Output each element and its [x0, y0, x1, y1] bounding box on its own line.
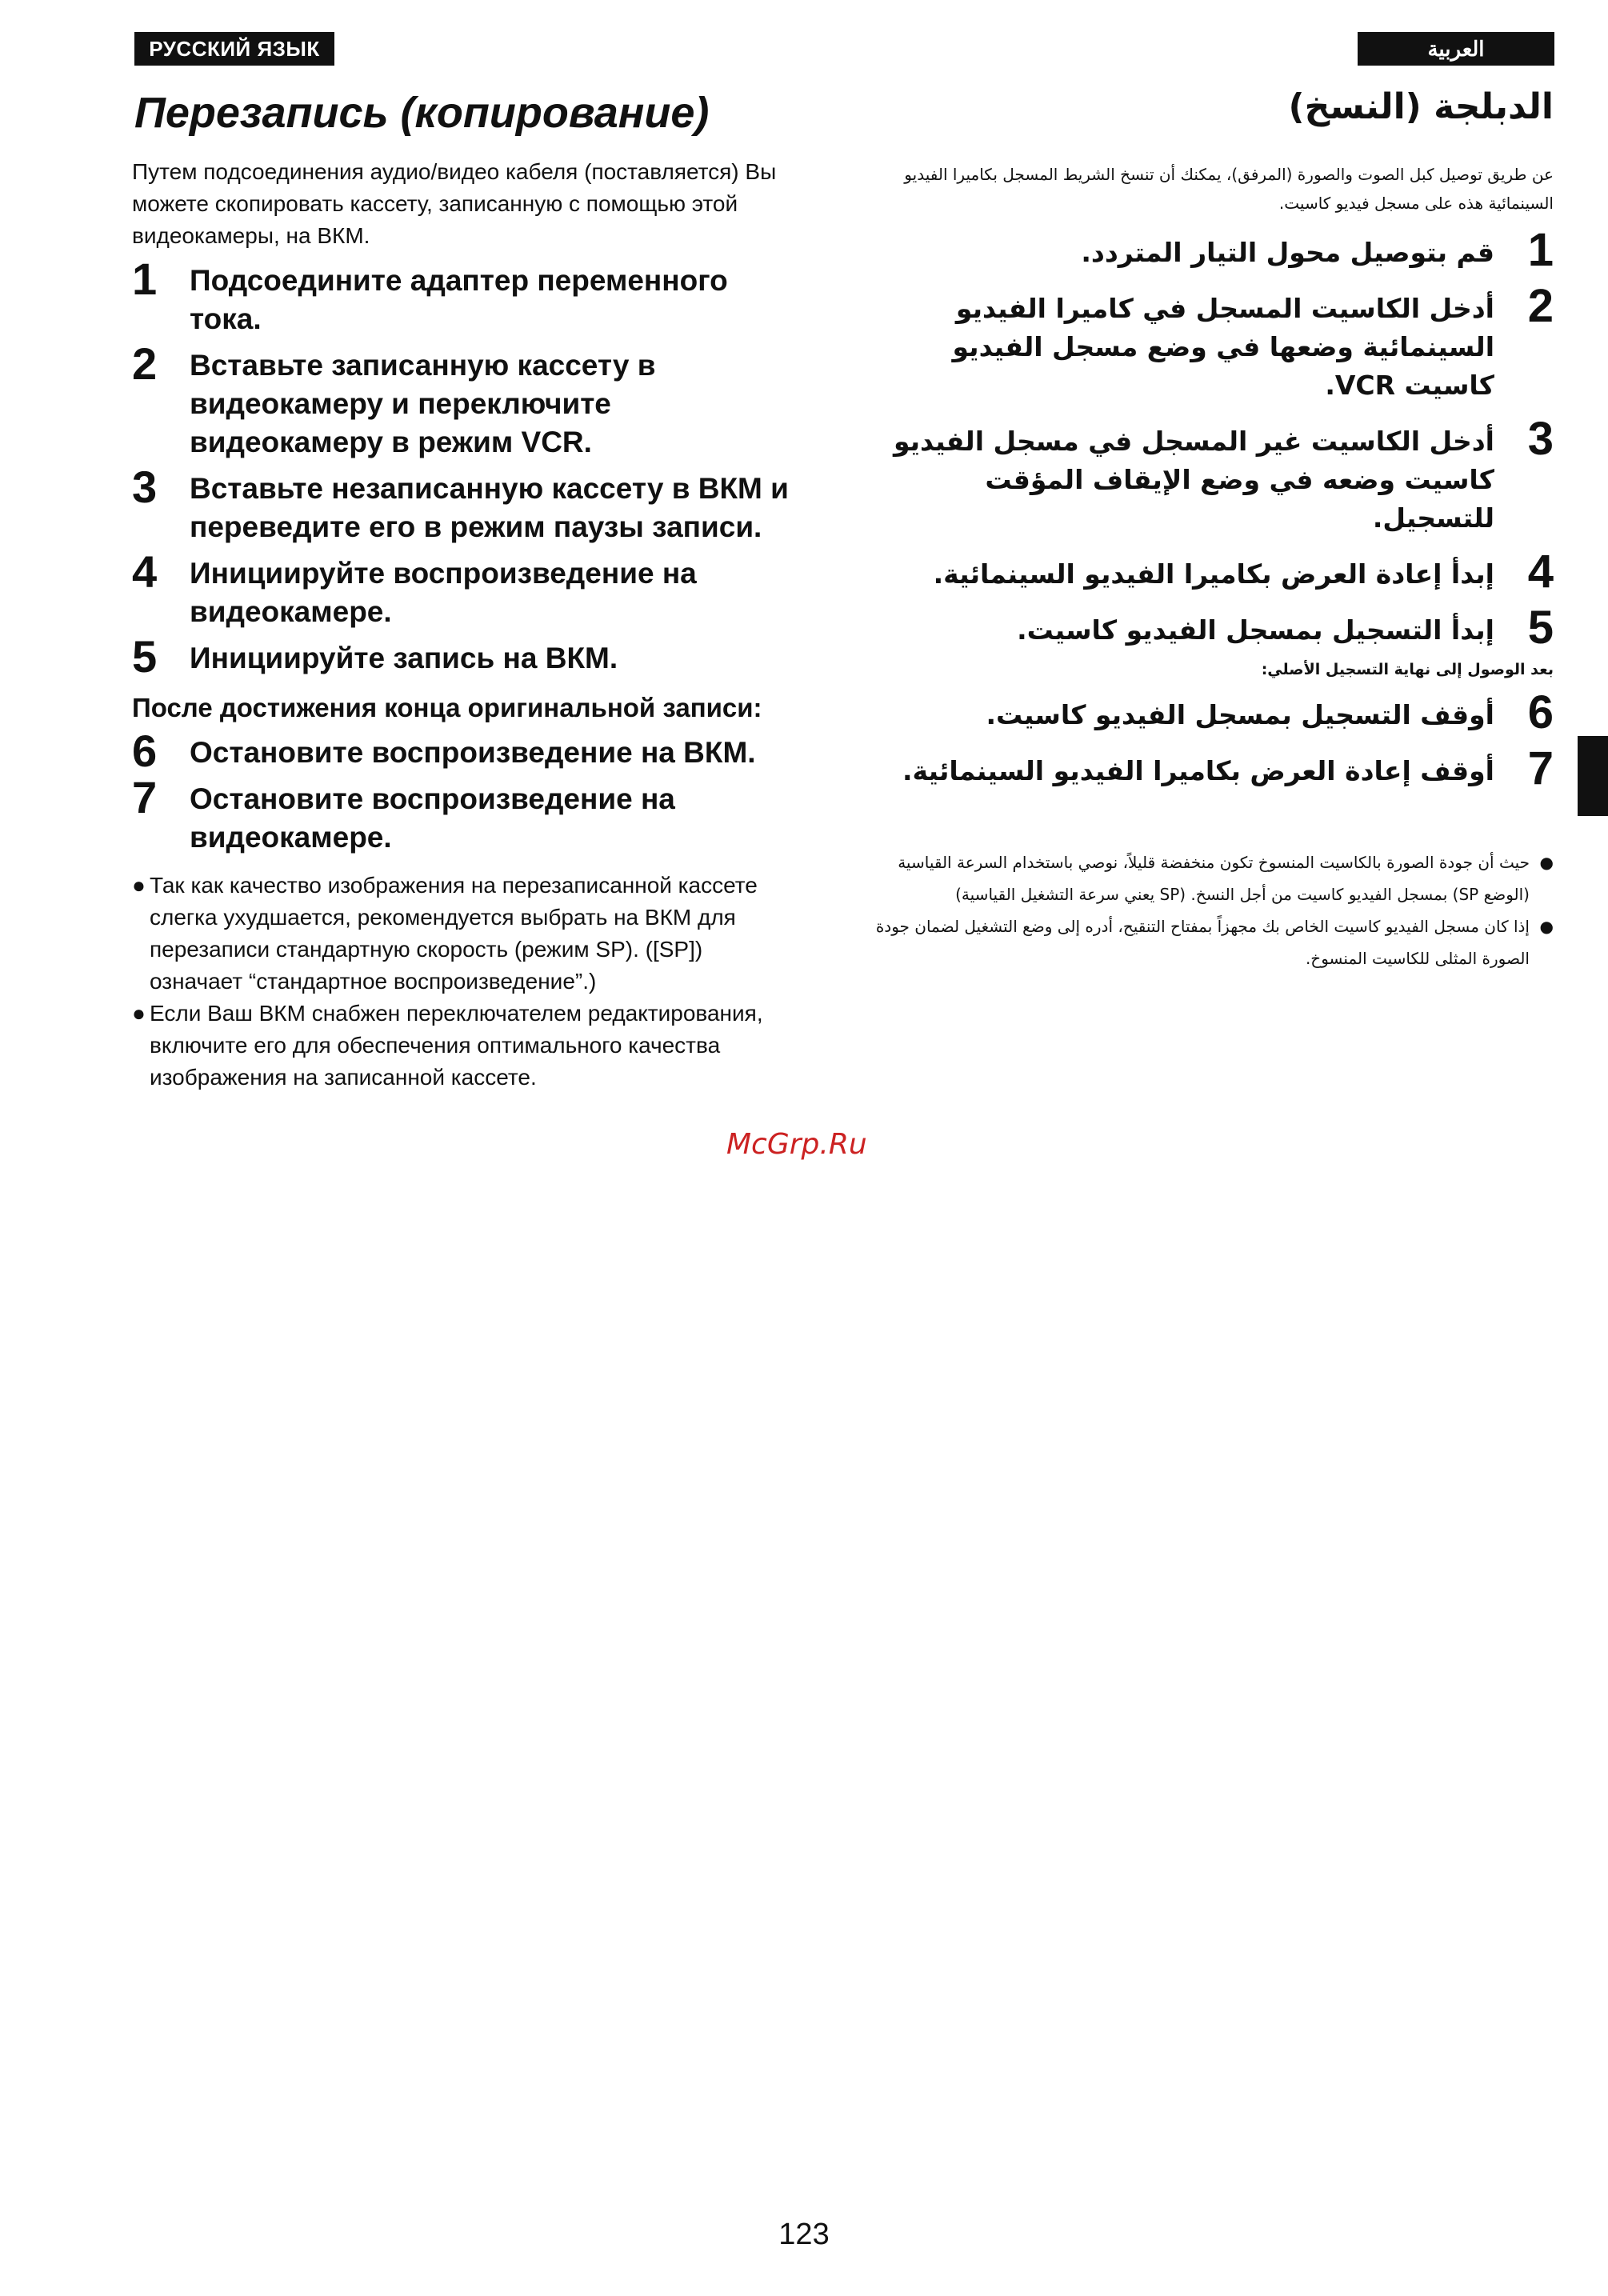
- ru-step-5: [132, 631, 796, 682]
- step-number: 4: [1527, 546, 1554, 598]
- step-number: 2: [1527, 280, 1554, 332]
- arabic-column: [866, 160, 1554, 974]
- bullet-icon: ●: [1539, 917, 1554, 936]
- russian-notes: [132, 870, 796, 1094]
- step-text: أوقف إعادة العرض بكاميرا الفيديو السينمائية.: [902, 755, 1494, 786]
- step-number: 4: [132, 546, 158, 597]
- step-text: Инициируйте воспроизведение на видеокамере.: [190, 557, 697, 628]
- note-item: [866, 846, 1554, 910]
- step-text: Подсоедините адаптер переменного тока.: [190, 264, 728, 335]
- note-item: [866, 910, 1554, 974]
- bullet-icon: ●: [1539, 853, 1554, 872]
- russian-subheading: После достижения конца оригинальной записи:: [132, 693, 762, 722]
- step-number: 6: [1527, 686, 1554, 738]
- ru-step-7: [132, 772, 796, 857]
- note-item: [132, 998, 796, 1094]
- ar-step-2: [866, 280, 1554, 405]
- step-text: إبدأ إعادة العرض بكاميرا الفيديو السينمائية.: [933, 558, 1494, 590]
- arabic-notes: [866, 846, 1554, 974]
- page-number: 123: [778, 2218, 830, 2251]
- step-text: Остановите воспроизведение на видеокамере.: [190, 782, 675, 854]
- ar-step-7: [866, 742, 1554, 794]
- step-number: 7: [1527, 742, 1554, 794]
- arabic-intro: عن طريق توصيل كبل الصوت والصورة (المرفق)، يمكنك أن تنسخ الشريط المسجل بكاميرا الفيديو السينمائية هذه على مسجل فيديو كاسيت.: [904, 165, 1554, 213]
- step-number: 1: [1527, 224, 1554, 276]
- step-number: 5: [132, 631, 158, 682]
- russian-title: Перезапись (копирование): [134, 89, 710, 137]
- step-number: 2: [132, 338, 158, 389]
- note-text: حيث أن جودة الصورة بالكاسيت المنسوخ تكون منخفضة قليلاً، نوصي باستخدام السرعة القياسية (الوضع SP) بمسجل الفيديو كاسيت من أجل النسخ. (SP يعني سرعة التشغيل القياسية): [898, 853, 1530, 904]
- step-text: أدخل الكاسيت المسجل في كاميرا الفيديو السينمائية وضعها في وضع مسجل الفيديو كاسيت VCR.: [952, 293, 1494, 401]
- watermark: McGrp.Ru: [726, 1128, 867, 1161]
- note-item: [132, 870, 796, 998]
- bullet-icon: ●: [132, 1001, 146, 1026]
- ru-step-4: [132, 546, 796, 631]
- note-text: Так как качество изображения на перезаписанной кассете слегка ухудшается, рекомендуется выбрать на ВКМ для перезаписи стандартную скорость (режим SP). ([SP]) означает “стандартное воспроизведение”.): [150, 873, 758, 994]
- note-text: Если Ваш ВКМ снабжен переключателем редактирования, включите его для обеспечения оптимального качества изображения на записанной кассете.: [150, 1001, 763, 1090]
- step-number: 1: [132, 254, 158, 304]
- russian-intro: Путем подсоединения аудио/видео кабеля (поставляется) Вы можете скопировать кассету, записанную с помощью этой видеокамеры, на ВКМ.: [132, 159, 777, 248]
- step-number: 3: [1527, 413, 1554, 465]
- ar-step-5: [866, 602, 1554, 654]
- step-text: قم بتوصيل محول التيار المتردد.: [1081, 237, 1494, 268]
- step-number: 3: [132, 462, 158, 512]
- ru-step-2: [132, 338, 796, 462]
- ru-step-1: [132, 254, 796, 338]
- note-text: إذا كان مسجل الفيديو كاسيت الخاص بك مجهزاً بمفتاح التنقيح، أدره إلى وضع التشغيل لضمان جودة الصورة المثلى للكاسيت المنسوخ.: [875, 917, 1530, 968]
- bullet-icon: ●: [132, 873, 146, 898]
- ar-step-6: [866, 686, 1554, 738]
- step-text: Инициируйте запись на ВКМ.: [190, 642, 618, 674]
- step-number: 5: [1527, 602, 1554, 654]
- ru-step-3: [132, 462, 796, 546]
- step-text: إبدأ التسجيل بمسجل الفيديو كاسيت.: [1017, 614, 1494, 646]
- ar-step-1: [866, 224, 1554, 276]
- ru-step-6: [132, 726, 796, 776]
- step-text: Остановите воспроизведение на ВКМ.: [190, 736, 756, 769]
- russian-language-tab: РУССКИЙ ЯЗЫК: [134, 32, 334, 66]
- step-number: 6: [132, 726, 158, 776]
- section-edge-marker: [1578, 736, 1608, 816]
- step-text: أدخل الكاسيت غير المسجل في مسجل الفيديو كاسيت وضعه في وضع الإيقاف المؤقت للتسجيل.: [893, 426, 1494, 534]
- arabic-language-tab: العربية: [1358, 32, 1554, 66]
- ar-step-3: [866, 413, 1554, 538]
- step-number: 7: [132, 772, 158, 822]
- ar-step-4: [866, 546, 1554, 598]
- step-text: Вставьте записанную кассету в видеокамеру и переключите видеокамеру в режим VCR.: [190, 349, 656, 458]
- step-text: Вставьте незаписанную кассету в ВКМ и переведите его в режим паузы записи.: [190, 472, 789, 543]
- step-text: أوقف التسجيل بمسجل الفيديو كاسيت.: [986, 699, 1494, 730]
- arabic-title: الدبلجة (النسخ): [1288, 86, 1554, 127]
- russian-column: [132, 156, 796, 1094]
- arabic-subheading: بعد الوصول إلى نهاية التسجيل الأصلي:: [1261, 661, 1554, 678]
